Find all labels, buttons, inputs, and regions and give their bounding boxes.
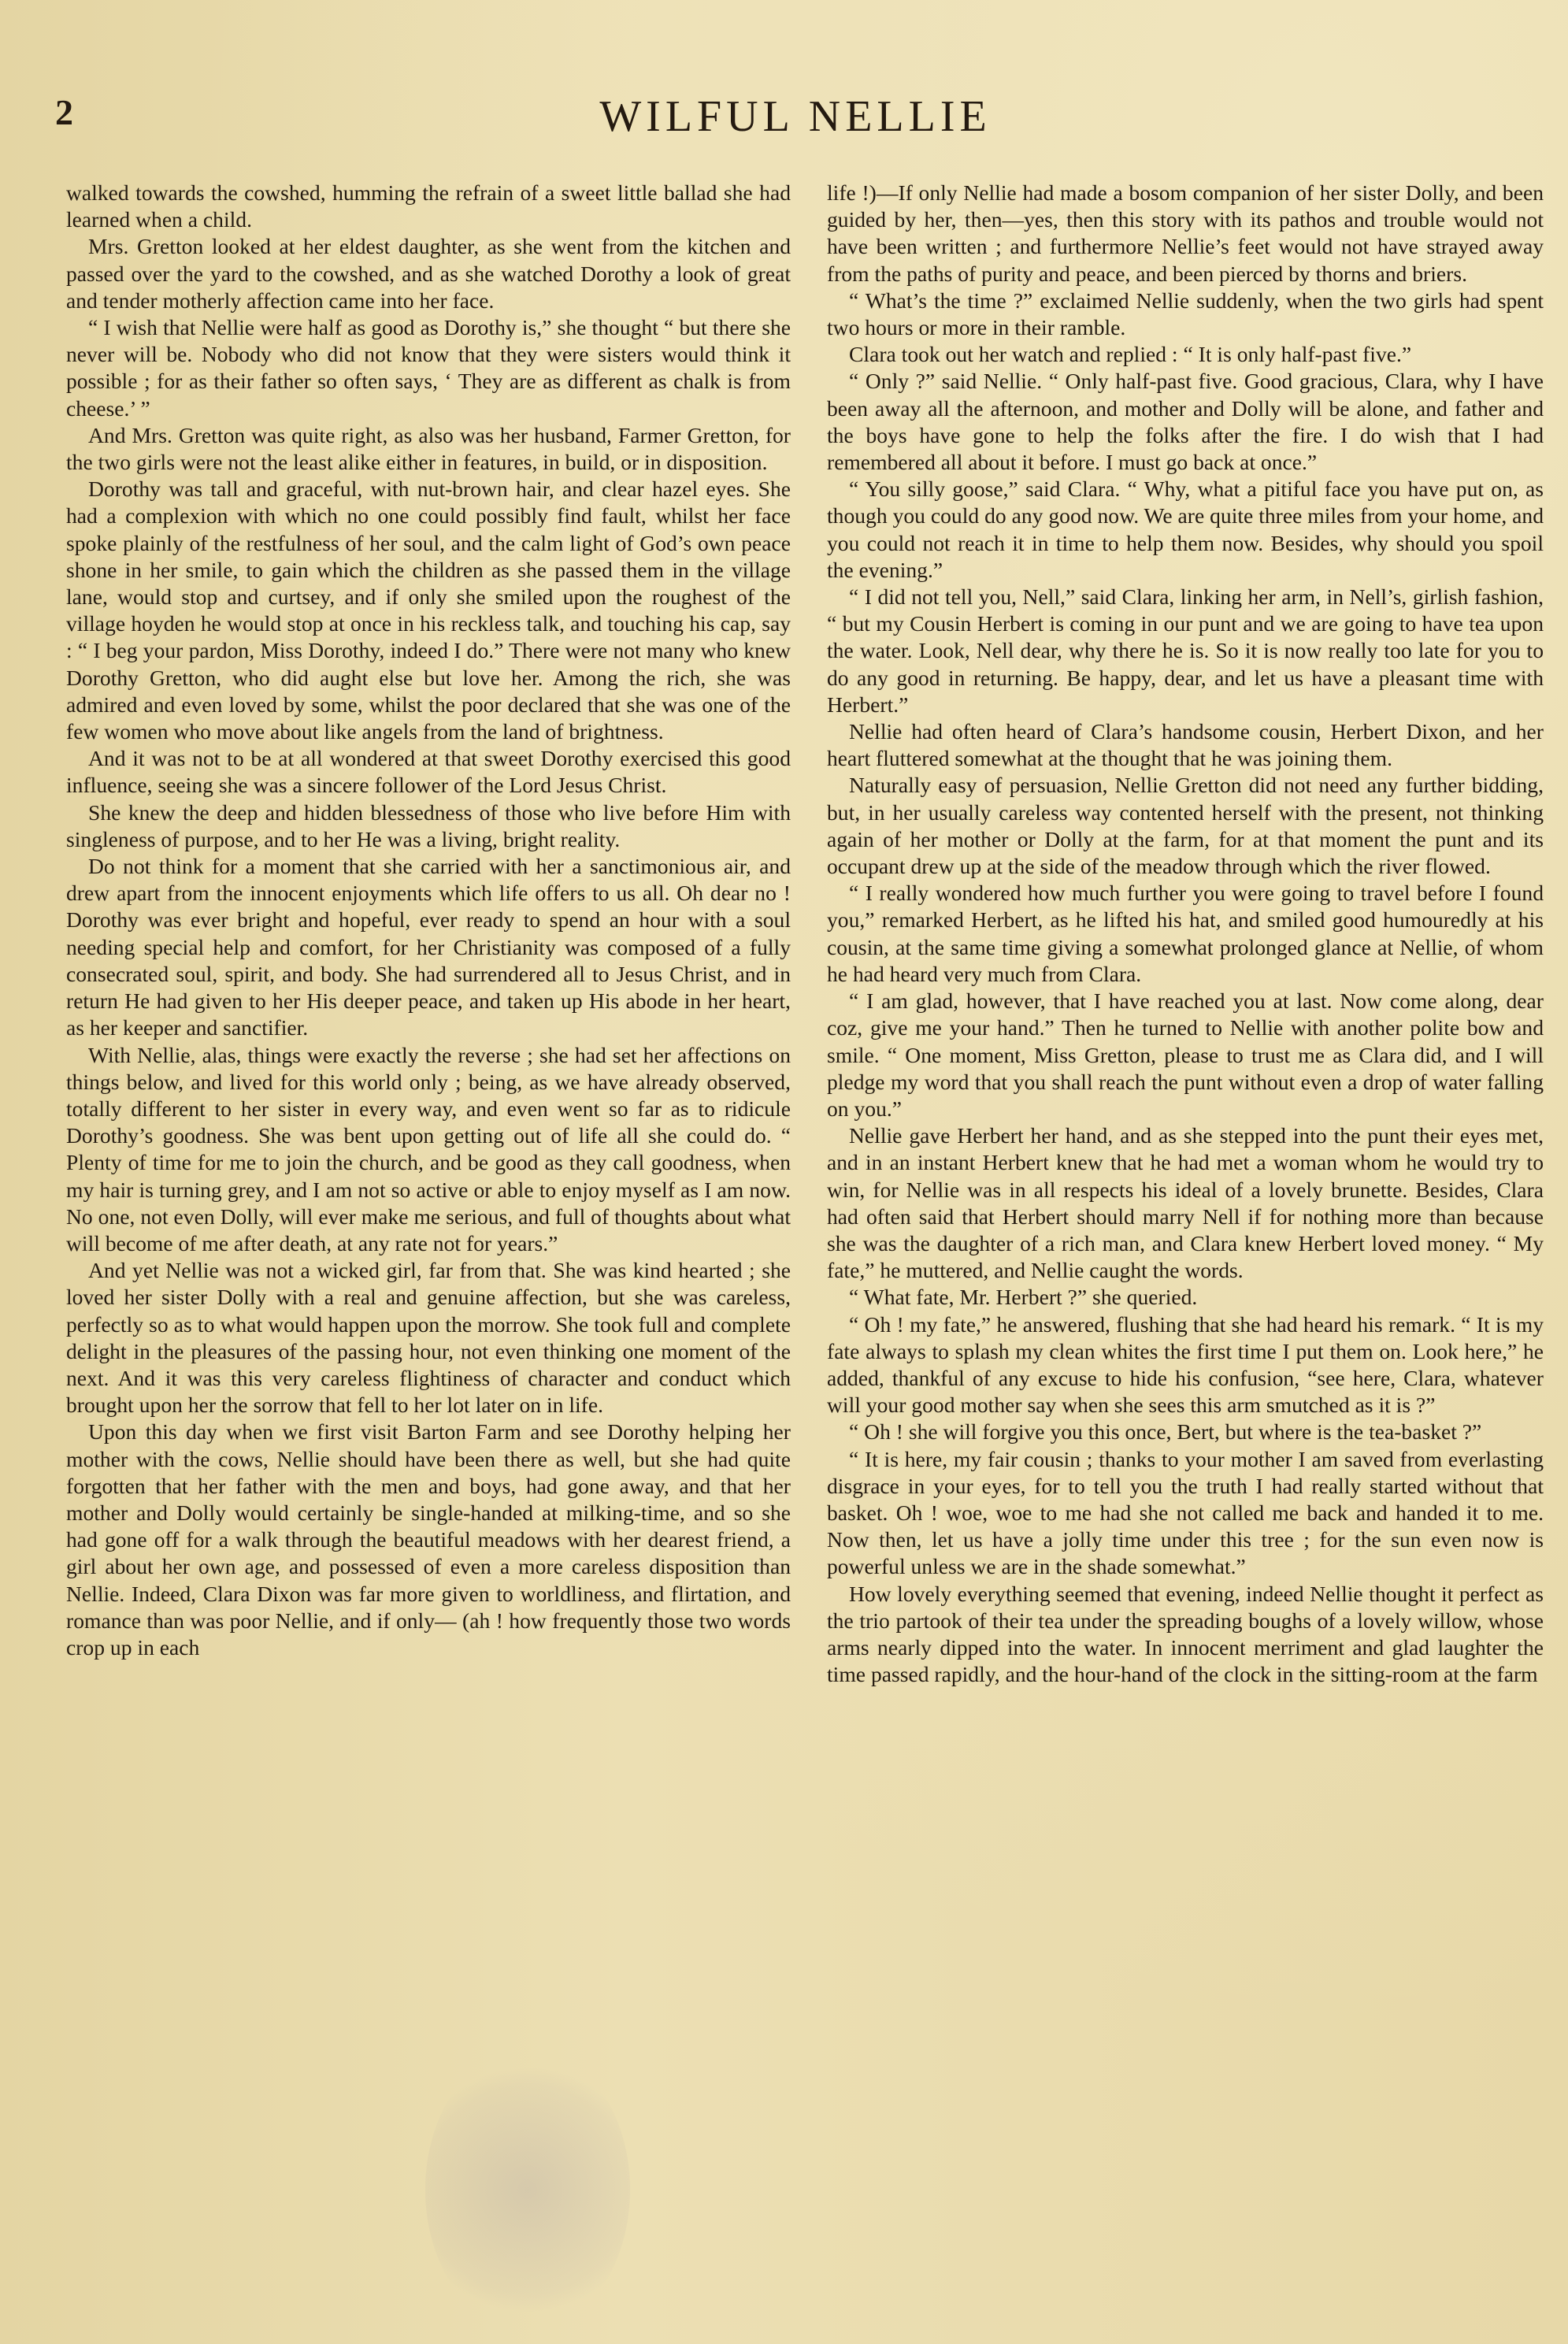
paragraph: “ Oh ! my fate,” he answered, flushing that she had heard his remark. “ It is my fate always to splash my clean whites the first time I put them on. Look here,” he added, thankful of any excuse to hide his confusion, “see here, Clara, whatever will your good mother say when she sees this arm smutched as it is ?”	[827, 1311, 1544, 1418]
page-header	[55, 91, 1536, 146]
paragraph: walked towards the cowshed, humming the refrain of a sweet little ballad she had learned when a child.	[66, 180, 791, 232]
paragraph: Nellie gave Herbert her hand, and as she stepped into the punt their eyes met, and in an instant Herbert knew that he had met a woman whom he would try to win, for Nellie was in all respects his ideal of a lovely brunette. Besides, Clara had often said that Herbert should marry Nell if for nothing more than because she was the daughter of a rich man, and Clara knew Herbert loved money. “ My fate,” he muttered, and Nellie caught the words.	[827, 1123, 1544, 1283]
paragraph: “ You silly goose,” said Clara. “ Why, what a pitiful face you have put on, as though you could do any good now. We are quite three miles from your home, and you could not reach it in time to help them now. Besides, why should you spoil the evening.”	[827, 477, 1544, 582]
right-column	[827, 180, 1544, 1688]
paragraph: And Mrs. Gretton was quite right, as also was her husband, Farmer Gretton, for the two girls were not the least alike either in features, in build, or in disposition.	[66, 422, 791, 475]
library-stamp-mark	[425, 2048, 630, 2331]
paragraph: Upon this day when we first visit Barton Farm and see Dorothy helping her mother with the cows, Nellie should have been there as well, but she had quite forgotten that her father with the men and boys, had gone away, and that her mother and Dolly would certainly be single-handed at milking-time, and so she had gone off for a walk through the beautiful meadows with her dearest friend, a girl about her own age, and possessed of even a more careless disposition than Nellie. Indeed, Clara Dixon was far more given to worldliness, and flirtation, and romance than was poor Nellie, and if only— (ah ! how frequently those two words crop up in each	[66, 1419, 791, 1660]
paragraph: “ Oh ! she will forgive you this once, Bert, but where is the tea-basket ?”	[849, 1419, 1482, 1445]
running-title: WILFUL NELLIE	[599, 92, 992, 141]
paragraph: With Nellie, alas, things were exactly the reverse ; she had set her affections on things below, and lived for this world only ; being, as we have already observed, totally different to her sister in every way, and even went so far as to ridicule Dorothy’s goodness. She was bent upon getting out of life all she could do. “ Plenty of time for me to join the church, and be good as they call goodness, when my hair is turning grey, and I am not so active or able to enjoy myself as I am now. No one, not even Dolly, will ever make me serious, and full of thoughts about what will become of me after death, at any rate not for years.”	[66, 1042, 791, 1255]
paragraph: Mrs. Gretton looked at her eldest daughter, as she went from the kitchen and passed over the yard to the cowshed, and as she watched Dorothy a look of great and tender motherly affection came into her face.	[66, 234, 791, 313]
paragraph: She knew the deep and hidden blessedness of those who live before Him with singleness of purpose, and to her He was a living, bright reality.	[66, 799, 791, 851]
paragraph: Do not think for a moment that she carried with her a sanctimonious air, and drew apart from the innocent enjoyments which life offers to us all. Oh dear no ! Dorothy was ever bright and hopeful, ever ready to spend an hour with a soul needing special help and comfort, for her Christianity was composed of a fully consecrated soul, spirit, and body. She had surrendered all to Jesus Christ, and in return He had given to her His deeper peace, and taken up His abode in her heart, as her keeper and sanctifier.	[66, 854, 791, 1040]
paragraph: And yet Nellie was not a wicked girl, far from that. She was kind hearted ; she loved her sister Dolly with a real and genuine affection, but she was careless, perfectly so as to what would happen upon the morrow. She took full and complete delight in the pleasures of the passing hour, not even thinking one moment of the next. And it was this very careless flightiness of character and conduct which brought upon her the sorrow that fell to her lot later on in life.	[66, 1258, 791, 1418]
paragraph: Dorothy was tall and graceful, with nut-brown hair, and clear hazel eyes. She had a complexion with which no one could possibly find fault, whilst her face spoke plainly of the restfulness of her soul, and the calm light of God’s own peace shone in her smile, to gain which the children as she passed them in the village lane, would stop and curtsey, and if only she smiled upon the roughest of the village hoyden he would stop at once in his reckless talk, and touching his cap, say : “ I beg your pardon, Miss Dorothy, indeed I do.” There were not many who knew Dorothy Gretton, who did aught else but love her. Among the rich, she was admired and even loved by some, whilst the poor declared that she was one of the few women who move about like angels from the land of brightness.	[66, 477, 791, 744]
paragraph: Clara took out her watch and replied : “ It is only half-past five.”	[849, 342, 1412, 367]
paragraph: “ I did not tell you, Nell,” said Clara, linking her arm, in Nell’s, girlish fashion, “ but my Cousin Herbert is coming in our punt and we are going to have tea upon the water. Look, Nell dear, why there he is. So it is now really too late for you to do any good in returning. Be happy, dear, and let us have a pleasant time with Herbert.”	[827, 584, 1544, 717]
paragraph: Nellie had often heard of Clara’s handsome cousin, Herbert Dixon, and her heart fluttered somewhat at the thought that he was joining them.	[827, 719, 1544, 771]
paragraph: “ I am glad, however, that I have reached you at last. Now come along, dear coz, give me your hand.” Then he turned to Nellie with another polite bow and smile. “ One moment, Miss Gretton, please to trust me as Clara did, and I will pledge my word that you shall reach the punt without even a drop of water falling on you.”	[827, 988, 1544, 1121]
paragraph: “ I wish that Nellie were half as good as Dorothy is,” she thought “ but there she never will be. Nobody who did not know that they were sisters would think it possible ; for as their father so often says, ‘ They are as different as chalk is from cheese.’ ”	[66, 315, 791, 421]
paragraph: Naturally easy of persuasion, Nellie Gretton did not need any further bidding, but, in her usually careless way contented herself with the present, not thinking again of her mother or Dolly at the farm, for at that moment the punt and its occupant drew up at the side of the meadow through which the river flowed.	[827, 773, 1544, 879]
paragraph: “ Only ?” said Nellie. “ Only half-past five. Good gracious, Clara, why I have been away all the afternoon, and mother and Dolly will be alone, and father and the boys have gone to help the folks after the fire. I do wish that I had remembered all about it before. I must go back at once.”	[827, 369, 1544, 475]
paragraph: How lovely everything seemed that evening, indeed Nellie thought it perfect as the trio partook of their tea under the spreading boughs of a lovely willow, whose arms nearly dipped into the water. In innocent merriment and glad laughter the time passed rapidly, and the hour-hand of the clock in the sitting-room at the farm	[827, 1581, 1544, 1687]
paragraph: “ It is here, my fair cousin ; thanks to your mother I am saved from everlasting disgrace in your eyes, for to tell you the truth I had really started without that basket. Oh ! woe, woe to me had she not called me back and handed it to me. Now then, let us have a jolly time under this tree ; for the sun even now is powerful unless we are in the shade somewhat.”	[827, 1446, 1544, 1579]
paragraph: life !)—If only Nellie had made a bosom companion of her sister Dolly, and been guided by her, then—yes, then this story with its pathos and trouble would not have been written ; and furthermore Nellie’s feet would not have strayed away from the paths of purity and peace, and been pierced by thorns and briers.	[827, 180, 1544, 286]
paragraph: “ What’s the time ?” exclaimed Nellie suddenly, when the two girls had spent two hours or more in their ramble.	[827, 287, 1544, 340]
paragraph: “ I really wondered how much further you were going to travel before I found you,” remarked Herbert, as he lifted his hat, and smiled good humouredly at his cousin, at the same time giving a somewhat prolonged glance at Nellie, of whom he had heard very much from Clara.	[827, 881, 1544, 986]
page-number: 2	[55, 92, 73, 132]
paragraph: And it was not to be at all wondered at that sweet Dorothy exercised this good influence, seeing she was a sincere follower of the Lord Jesus Christ.	[66, 746, 791, 798]
left-column	[66, 180, 791, 1661]
paragraph: “ What fate, Mr. Herbert ?” she queried.	[849, 1285, 1198, 1310]
